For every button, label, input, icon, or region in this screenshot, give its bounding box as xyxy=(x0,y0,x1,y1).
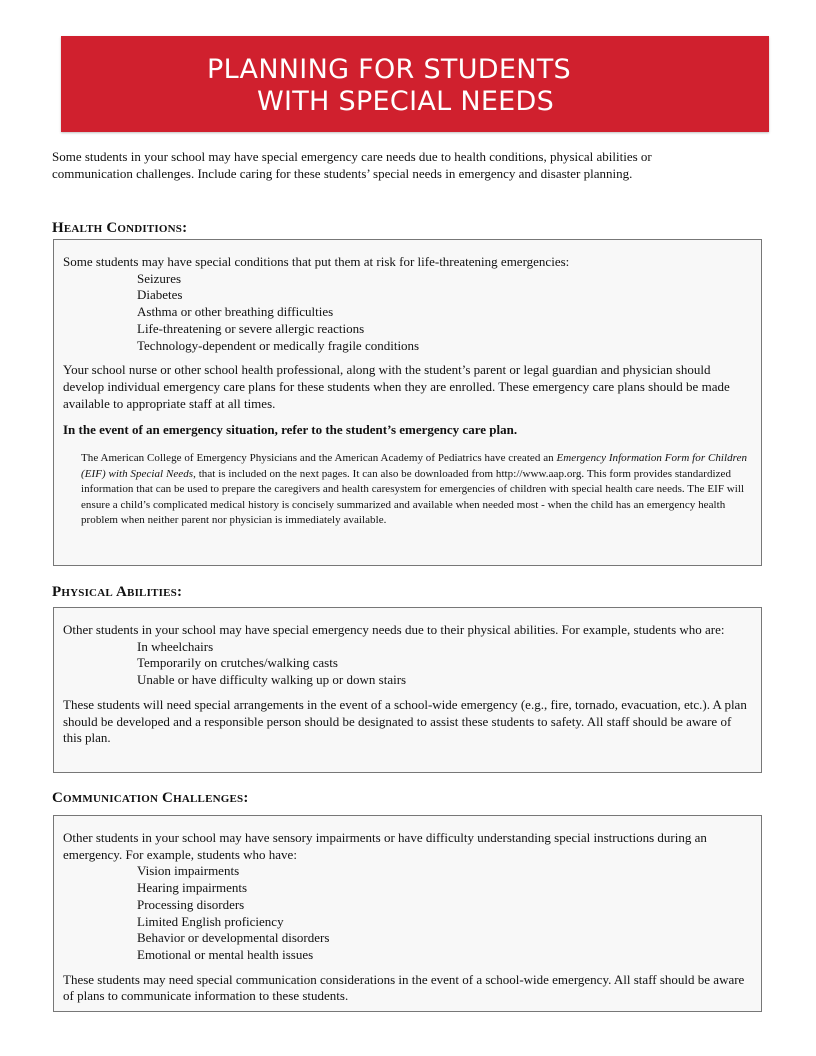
health-bold-note: In the event of an emergency situation, refer to the student’s emergency care plan. xyxy=(63,422,518,438)
list-item: Emotional or mental health issues xyxy=(137,946,314,962)
communication-challenges-box xyxy=(53,815,762,1012)
communication-list xyxy=(63,863,751,963)
list-item: Hearing impairments xyxy=(137,880,248,896)
page-title-line-1: PLANNING FOR STUDENTS xyxy=(207,54,571,85)
list-item: Unable or have difficulty walking up or down stairs xyxy=(137,672,407,688)
intro-paragraph: Some students in your school may have special emergency care needs due to health conditions, physical abilities or communication challenges. Include caring for these students’ special needs in emergency and disaster planning. xyxy=(52,149,652,181)
list-item: Temporarily on crutches/walking casts xyxy=(137,655,338,671)
physical-abilities-box xyxy=(53,607,762,773)
list-item: Asthma or other breathing difficulties xyxy=(137,304,334,320)
list-item: Technology-dependent or medically fragile conditions xyxy=(137,337,420,353)
communication-paragraph: These students may need special communication considerations in the event of a school-wide emergency. All staff should be aware of plans to communicate information to these students. xyxy=(63,971,745,1004)
eif-form-title: Emergency Information Form for Children (EIF) with Special Needs xyxy=(81,452,748,480)
health-conditions-box xyxy=(53,239,762,566)
list-item: In wheelchairs xyxy=(137,638,214,654)
eif-note: The American College of Emergency Physicians and the American Academy of Pediatrics have created an Emergency Information Form for Children (EIF) with Special Needs, that is included on the next pages. It can also be downloaded from http://www.aap.org. This form provides standardized information that can be used to prepare the caregivers and health caresystem for emergencies of children with special health care needs. The EIF will ensure a child’s complicated medical history is concisely summarized and available when needed most - when the child has an emergency health problem when neither parent nor physician is immediately available. xyxy=(81,452,748,527)
list-item: Seizures xyxy=(137,270,182,286)
communication-intro: Other students in your school may have sensory impairments or have difficulty understanding special instructions during an emergency. For example, students who have: xyxy=(63,830,707,862)
list-item: Vision impairments xyxy=(137,863,240,879)
list-item: Behavior or developmental disorders xyxy=(137,930,330,946)
list-item: Processing disorders xyxy=(137,896,245,912)
list-item: Limited English proficiency xyxy=(137,913,284,929)
section-heading-health: Health Conditions: xyxy=(52,220,188,236)
list-item: Diabetes xyxy=(137,287,183,303)
physical-intro: Other students in your school may have special emergency needs due to their physical abilities. For example, students who are: xyxy=(63,622,725,637)
health-list xyxy=(63,271,751,355)
health-intro: Some students may have special conditions that put them at risk for life-threatening emergencies: xyxy=(63,254,570,269)
section-heading-communication: Communication Challenges: xyxy=(52,790,249,806)
health-paragraph: Your school nurse or other school health professional, along with the student’s parent or legal guardian and physician should develop individual emergency care plans for these students when they are enrolled. These emergency care plans should be made available to appropriate staff at all times. xyxy=(63,362,730,411)
physical-list xyxy=(63,639,751,689)
page-title-line-2: WITH SPECIAL NEEDS xyxy=(257,86,555,117)
physical-paragraph: These students will need special arrangements in the event of a school-wide emergency (e.g., fire, tornado, evacuation, etc.). A plan should be developed and a responsible person should be designated to assist these students to safety. All staff should be aware of this plan. xyxy=(63,696,747,746)
title-banner xyxy=(61,36,769,132)
list-item: Life-threatening or severe allergic reactions xyxy=(137,320,365,336)
section-heading-physical: Physical Abilities: xyxy=(52,584,183,600)
